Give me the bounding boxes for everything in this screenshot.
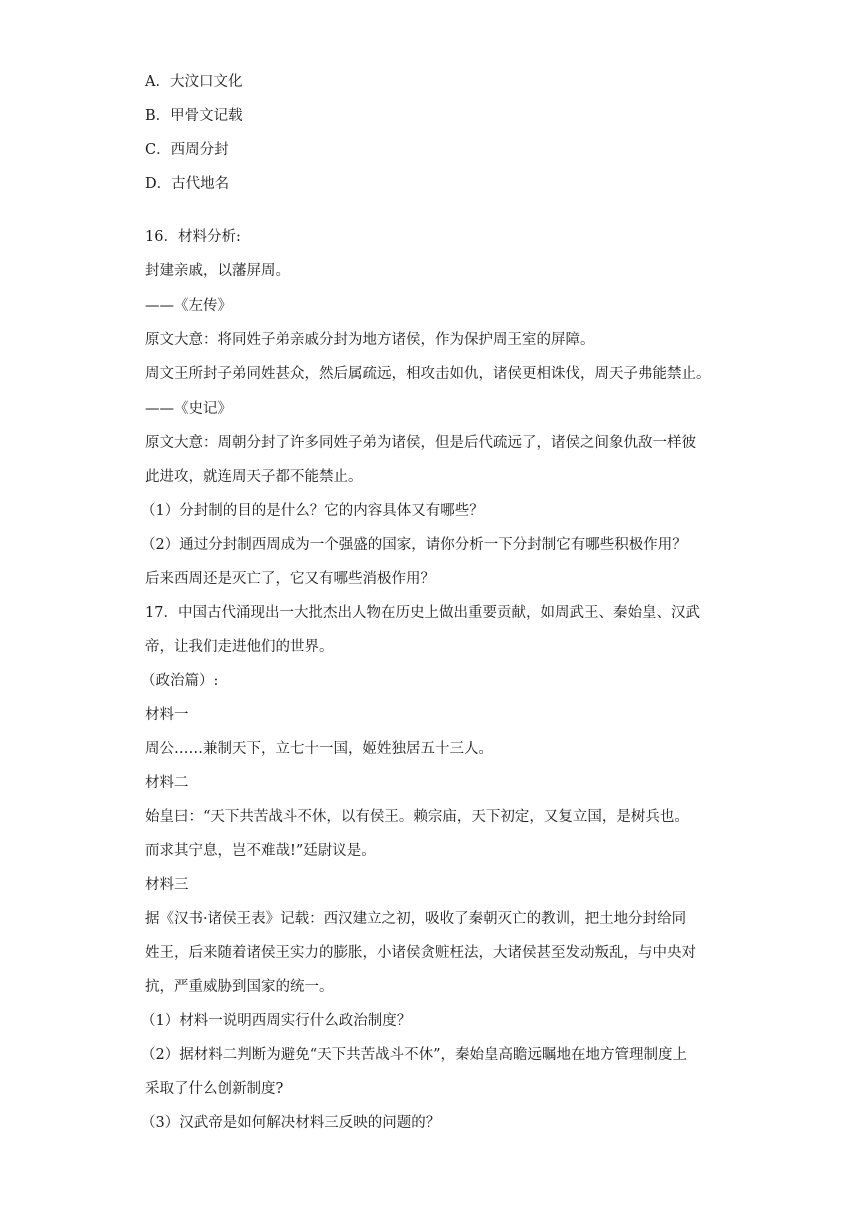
option-a: A．大汶口文化: [145, 74, 243, 90]
q16-line: 原文大意：周朝分封了许多同姓子弟为诸侯，但是后代疏远了，诸侯之间象仇敌一样彼: [145, 435, 696, 451]
q16-line: 封建亲戚，以藩屏周。: [145, 263, 290, 279]
q16-line: 此进攻，就连周天子都不能禁止。: [145, 469, 363, 485]
q16-line: 原文大意：将同姓子弟亲戚分封为地方诸侯，作为保护周王室的屏障。: [145, 332, 595, 348]
q16-header: 16．材料分析:: [145, 229, 241, 245]
q17-material-label: 材料一: [145, 707, 189, 723]
q17-subquestion-3: （3）汉武帝是如何解决材料三反映的问题的？: [141, 1115, 441, 1131]
option-c: C．西周分封: [145, 142, 229, 158]
q16-subquestion-2: （2）通过分封制西周成为一个强盛的国家，请你分析一下分封制它有哪些积极作用？: [141, 537, 687, 553]
q17-line: 抗，严重威胁到国家的统一。: [145, 979, 334, 995]
q17-material-label: 材料二: [145, 775, 189, 791]
q16-subquestion-1: （1）分封制的目的是什么？它的内容具体又有哪些？: [141, 503, 484, 519]
q16-line: 后来西周还是灭亡了，它又有哪些消极作用？: [145, 571, 435, 587]
q17-line: 周公……兼制天下，立七十一国，姬姓独居五十三人。: [145, 741, 493, 757]
q16-source: ——《左传》: [145, 298, 232, 314]
q17-section-title: （政治篇）:: [141, 673, 219, 689]
q17-header: 17．中国古代涌现出一大批杰出人物在历史上做出重要贡献，如周武王、秦始皇、汉武: [145, 605, 700, 621]
q17-material-label: 材料三: [145, 877, 189, 893]
option-d: D．古代地名: [145, 176, 230, 192]
q16-line: 周文王所封子弟同姓甚众，然后属疏远，相攻击如仇，诸侯更相诛伐，周天子弗能禁止。: [145, 366, 711, 382]
q17-line: 采取了什么创新制度?: [145, 1081, 284, 1097]
q17-subquestion-2: （2）据材料二判断为避免“天下共苦战斗不休”，秦始皇高瞻远瞩地在地方管理制度上: [141, 1047, 688, 1063]
option-b: B．甲骨文记载: [145, 108, 243, 124]
q17-line: 姓王，后来随着诸侯王实力的膨胀，小诸侯贪赃枉法，大诸侯甚至发动叛乱，与中央对: [145, 945, 696, 961]
q17-line: 而求其宁息，岂不难哉!”廷尉议是。: [145, 843, 376, 859]
q17-subquestion-1: （1）材料一说明西周实行什么政治制度？: [141, 1013, 412, 1029]
q17-line: 始皇曰：“天下共苦战斗不休，以有侯王。赖宗庙，天下初定，又复立国，是树兵也。: [145, 809, 689, 825]
q17-line: 据《汉书·诸侯王表》记载：西汉建立之初，吸收了秦朝灭亡的教训，把土地分封给同: [145, 911, 687, 927]
q16-source: ——《史记》: [145, 401, 232, 417]
q17-line: 帝，让我们走进他们的世界。: [145, 639, 334, 655]
